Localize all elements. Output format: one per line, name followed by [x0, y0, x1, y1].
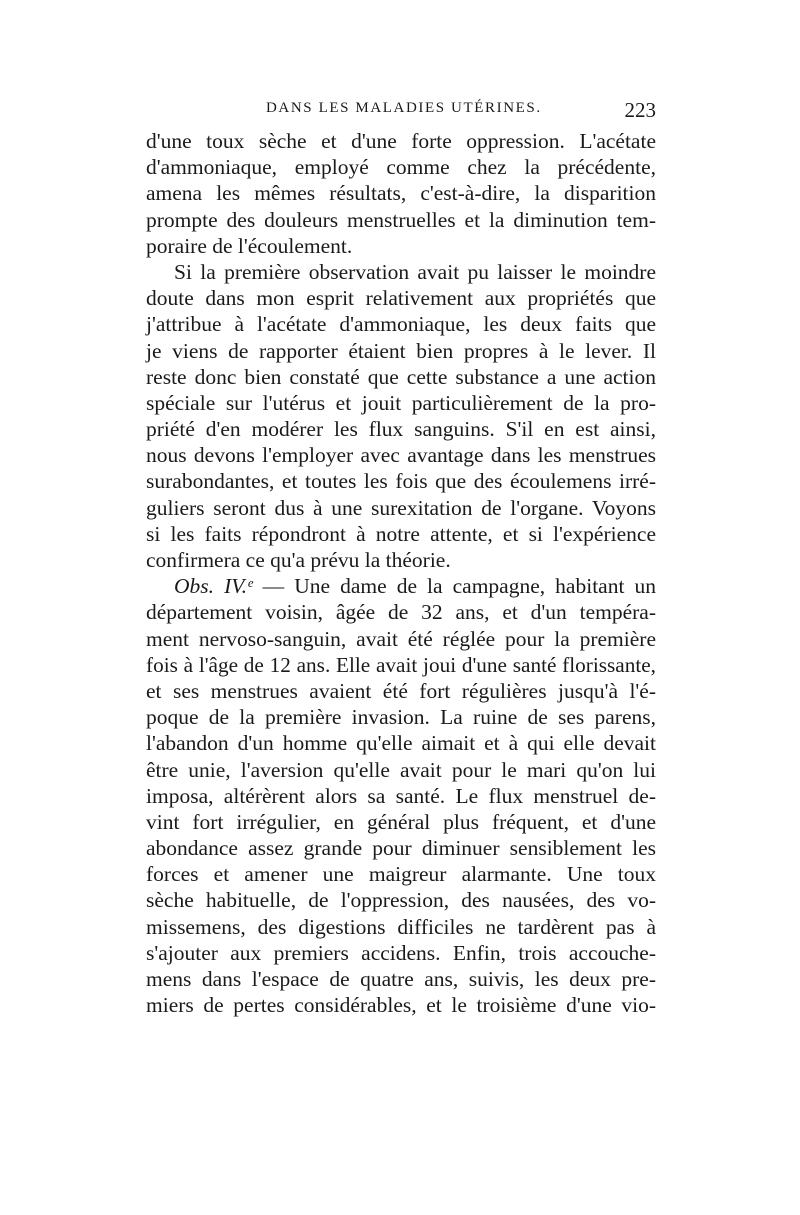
text-line: et ses menstrues avaient été fort régulières jusqu'à l'é-: [146, 678, 656, 703]
text-line: ment nervoso-sanguin, avait été réglée pour la première: [146, 626, 656, 651]
observation-paragraph: [146, 573, 656, 1018]
running-title: DANS LES MALADIES UTÉRINES.: [266, 100, 542, 116]
text-line: guliers seront dus à une surexitation de l'organe. Voyons: [146, 495, 656, 520]
text-line: poraire de l'écoulement.: [146, 233, 353, 258]
text-line: prompte des douleurs menstruelles et la diminution tem-: [146, 207, 656, 232]
text-line: poque de la première invasion. La ruine de ses parens,: [146, 705, 656, 730]
text-line: d'ammoniaque, employé comme chez la précédente,: [146, 155, 656, 180]
text-line: vint fort irrégulier, en général plus fréquent, et d'une: [146, 809, 656, 834]
body-text: [146, 128, 656, 1018]
text-line: amena les mêmes résultats, c'est-à-dire, la disparition: [146, 181, 656, 206]
observation-intro: — Une dame de la campagne, habitant un: [252, 574, 656, 599]
text-line: spéciale sur l'utérus et jouit particulièrement de la pro-: [146, 390, 656, 415]
text-line: si les faits répondront à notre attente, et si l'expérience: [146, 521, 656, 546]
text-line: mens dans l'espace de quatre ans, suivis, les deux pre-: [146, 967, 656, 991]
text-line: confirmera ce qu'a prévu la théorie.: [146, 548, 451, 572]
paragraph: [146, 259, 656, 573]
text-line: [146, 573, 656, 599]
observation-label: Obs. IV.ᵉ: [174, 574, 253, 599]
text-line: priété d'en modérer les flux sanguins. S'il en est ainsi,: [146, 417, 656, 442]
text-line: miers de pertes considérables, et le troisième d'une vio-: [146, 993, 656, 1018]
text-line: sèche habituelle, de l'oppression, des nausées, des vo-: [146, 888, 656, 913]
text-line: nous devons l'employer avec avantage dans les menstrues: [146, 443, 656, 468]
text-line: d'une toux sèche et d'une forte oppression. L'acétate: [146, 129, 656, 153]
text-line: missemens, des digestions difficiles ne tardèrent pas à: [146, 914, 656, 939]
paragraph-continuation: [146, 128, 656, 259]
text-line: abondance assez grande pour diminuer sensiblement les: [146, 836, 656, 861]
text-line: j'attribue à l'acétate d'ammoniaque, les deux faits que: [146, 312, 656, 337]
running-head: [146, 100, 656, 124]
page-number: 223: [624, 98, 656, 122]
text-line: fois à l'âge de 12 ans. Elle avait joui d'une santé florissante,: [146, 652, 656, 677]
text-line: surabondantes, et toutes les fois que des écoulemens irré-: [146, 469, 656, 494]
text-line: imposa, altérèrent alors sa santé. Le flux menstruel de-: [146, 783, 656, 808]
text-line: Si la première observation avait pu laisser le moindre: [174, 259, 656, 284]
text-line: être unie, l'aversion qu'elle avait pour le mari qu'on lui: [146, 757, 656, 782]
text-line: département voisin, âgée de 32 ans, et d'un tempéra-: [146, 600, 656, 625]
text-line: reste donc bien constaté que cette substance a une action: [146, 364, 656, 389]
text-line: l'abandon d'un homme qu'elle aimait et à qui elle devait: [146, 731, 656, 756]
text-line: forces et amener une maigreur alarmante. Une toux: [146, 862, 656, 887]
text-line: doute dans mon esprit relativement aux propriétés que: [146, 286, 656, 311]
text-line: je viens de rapporter étaient bien propres à le lever. Il: [146, 338, 656, 363]
text-line: s'ajouter aux premiers accidens. Enfin, trois accouche-: [146, 940, 656, 965]
